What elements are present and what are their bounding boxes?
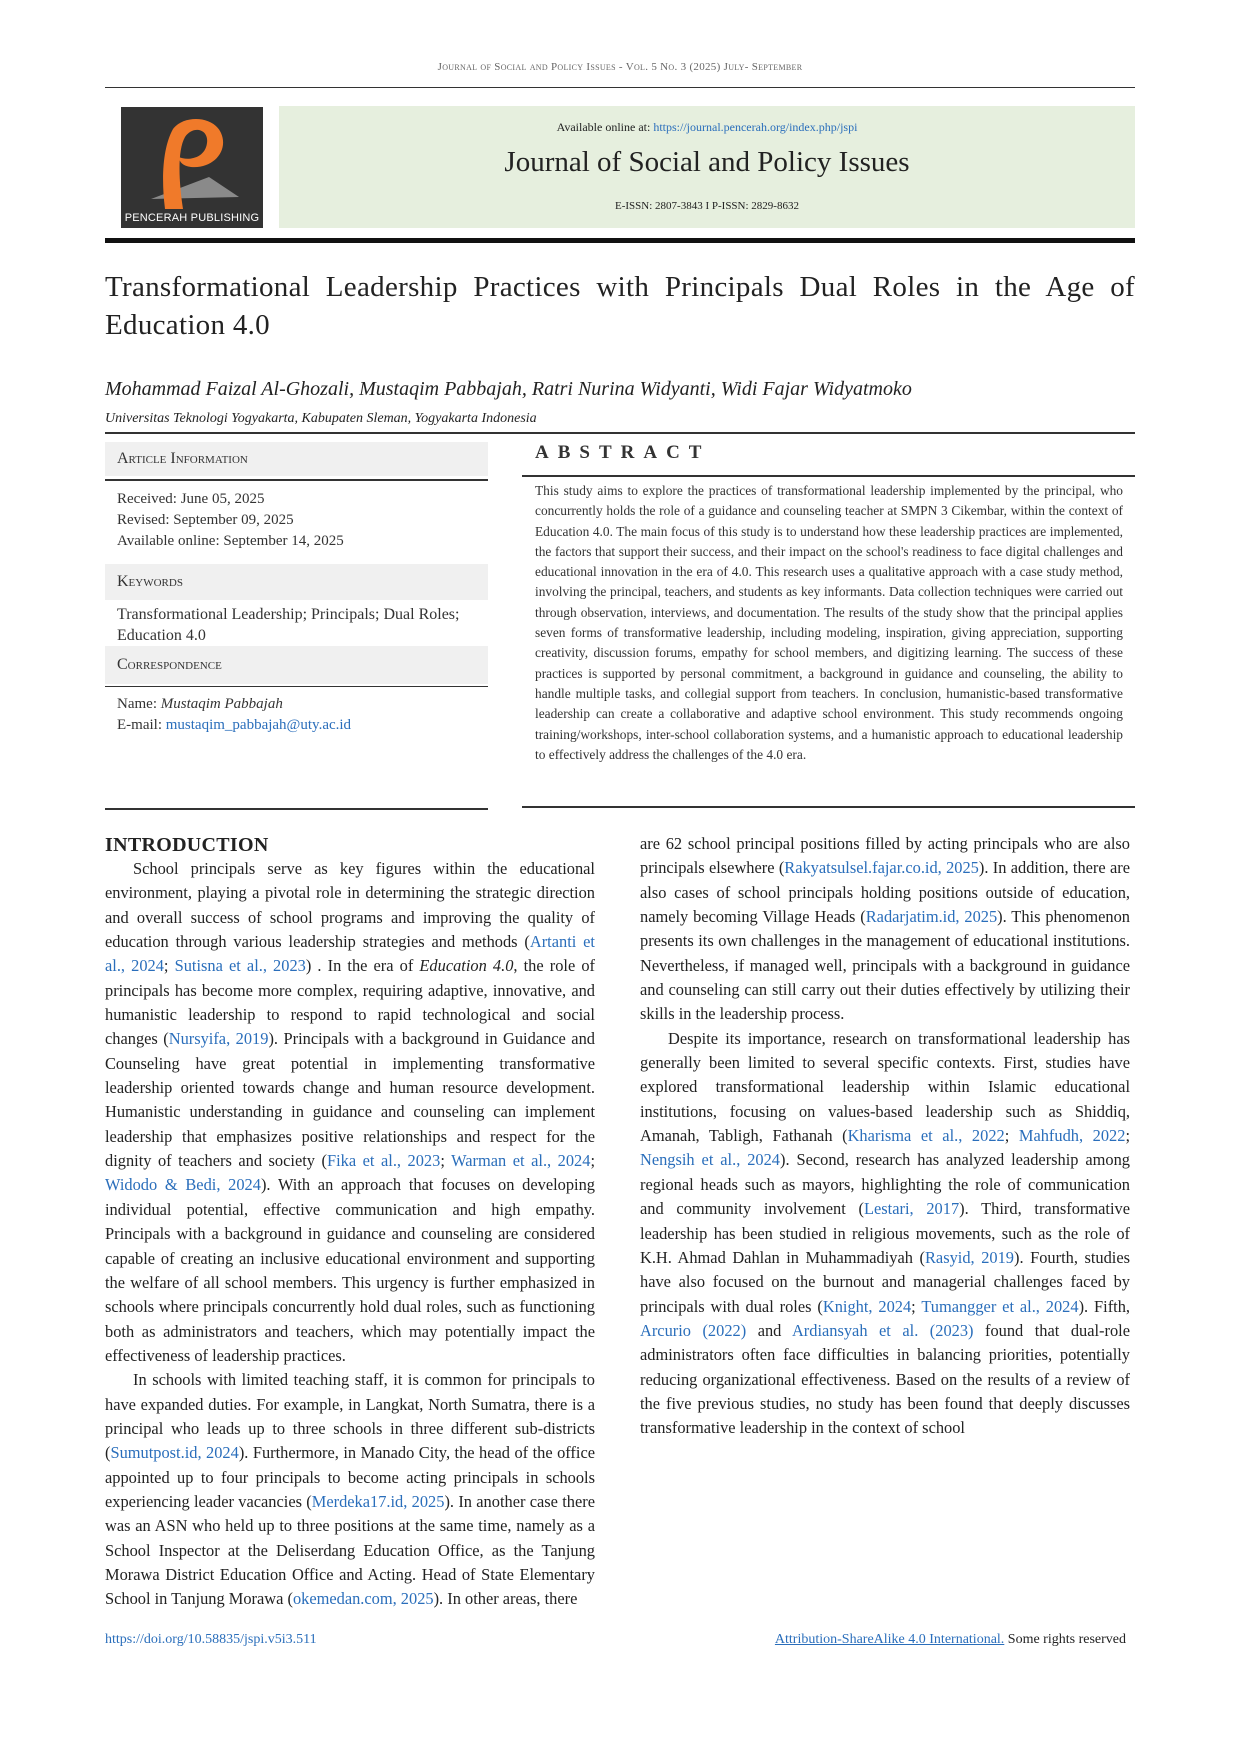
intro-paragraph-1: School principals serve as key figures within the educational environment, playing a pivotal role in determining the strategic direction and overall success of school programs and improving the quality of education through various leadership strategies and methods (Artanti et al., 2024; Sutisna et al., 2023) . In the era of Education 4.0, the role of principals has become more complex, requiring adaptive, innovative, and humanistic leadership to respond to rapid technological and social changes (Nursyifa, 2019). Principals with a background in Guidance and Counseling have great potential in implementing transformative leadership oriented towards change and human resource development. Humanistic understanding in guidance and counseling can implement leadership that emphasizes positive relationships and respect for the dignity of teachers and society (Fika et al., 2023; Warman et al., 2024; Widodo & Bedi, 2024). With an approach that focuses on developing individual potential, effective communication and high empathy. Principals with a background in guidance and counseling are considered capable of creating an inclusive educational environment and supporting the welfare of all school members. This urgency is further emphasized in schools where principals concurrently hold dual roles, such as functioning both as administrators and teachers, which may potentially impact the effectiveness of leadership practices. <box>105 859 596 1365</box>
header-rule <box>105 87 1135 88</box>
issn: E-ISSN: 2807-3843 I P-ISSN: 2829-8632 <box>615 200 799 212</box>
citation-link[interactable]: Lestari, 2017 <box>864 1199 960 1219</box>
intro-paragraph-3: Despite its importance, research on transformational leadership has generally been limited to several specific contexts. First, studies have explored transformational leadership within Islamic educational institutions, focusing on values-based leadership such as Shiddiq, Amanah, Tabligh, Fathanah (Kharisma et al., 2022; Mahfudh, 2022; Nengsih et al., 2024). Second, research has analyzed leadership among regional heads such as mayors, highlighting the role of communication and community involvement (Lestari, 2017). Third, transformative leadership has been studied in religious movements, such as the role of K.H. Ahmad Dahlan in Muhammadiyah (Rasyid, 2019). Fourth, studies have also focused on the burnout and managerial challenges faced by principals with dual roles (Knight, 2024; Tumangger et al., 2024). Fifth, Arcurio (2022) and Ardiansyah et al. (2023) found that dual-role administrators often face difficulties in balancing priorities, potentially reducing organizational effectiveness. Based on the results of a review of the five previous studies, no study has been found that deeply discusses transformative leadership in the context of school <box>640 1028 1131 1438</box>
keywords-heading: Keywords <box>105 564 488 600</box>
introduction-heading: INTRODUCTION <box>105 834 269 856</box>
correspondence <box>117 694 477 736</box>
name-value: Mustaqim Pabbajah <box>160 696 283 712</box>
citation-link[interactable]: Nengsih et al., 2024 <box>640 1150 780 1170</box>
article-title: Transformational Leadership Practices with Principals Dual Roles in the Age of Education 4.0 <box>105 271 1135 341</box>
license-link[interactable]: Attribution-ShareAlike 4.0 International. <box>774 1632 1005 1647</box>
citation-link[interactable]: Ardiansyah et al. (2023) <box>791 1320 974 1340</box>
email-link[interactable]: mustaqim_pabbajah@uty.ac.id <box>165 717 352 733</box>
citation-link[interactable]: Tumangger et al., 2024 <box>921 1296 1079 1316</box>
correspondence-heading: Correspondence <box>105 646 488 684</box>
citation-link[interactable]: Nursyifa, 2019 <box>168 1029 269 1049</box>
affiliation: Universitas Teknologi Yogyakarta, Kabupaten Sleman, Yogyakarta Indonesia <box>105 411 537 426</box>
available-label: Available online at: <box>556 120 654 134</box>
article-info-bottom-rule <box>105 808 488 810</box>
license-footer <box>775 1632 1126 1648</box>
correspondence-rule <box>105 686 488 687</box>
citation-link[interactable]: Rakyatsulsel.fajar.co.id, 2025 <box>784 858 979 878</box>
citation-link[interactable]: Knight, 2024 <box>822 1296 912 1316</box>
citation-link[interactable]: Radarjatim.id, 2025 <box>865 907 998 927</box>
journal-title: Journal of Social and Policy Issues <box>504 146 910 178</box>
abstract-bottom-rule <box>522 806 1135 808</box>
email-label: E-mail: <box>117 717 166 733</box>
abstract-heading: ABSTRACT <box>535 442 711 463</box>
license-suffix: Some rights reserved <box>1004 1632 1126 1647</box>
citation-link[interactable]: Sumutpost.id, 2024 <box>110 1443 239 1463</box>
journal-url-link[interactable]: https://journal.pencerah.org/index.php/jspi <box>653 120 858 134</box>
body-column-left <box>105 857 595 1615</box>
citation-link[interactable]: Kharisma et al., 2022 <box>847 1126 1005 1146</box>
article-info-heading: Article Information <box>105 442 488 476</box>
authors: Mohammad Faizal Al-Ghozali, Mustaqim Pabbajah, Ratri Nurina Widyanti, Widi Fajar Widyatmoko <box>105 378 912 400</box>
citation-link[interactable]: Artanti et al., 2024 <box>105 932 595 976</box>
article-dates <box>117 489 477 552</box>
received-date: Received: June 05, 2025 <box>117 491 265 507</box>
corresponding-name <box>117 694 477 715</box>
intro-paragraph-2: In schools with limited teaching staff, it is common for principals to have expanded duties. For example, in Langkat, North Sumatra, there is a principal who leads up to three schools in three different sub-districts (Sumutpost.id, 2024). Furthermore, in Manado City, the head of the office appointed up to four principals to become acting principals in schools experiencing leader vacancies (Merdeka17.id, 2025). In another case there was an ASN who held up to three positions at the same time, namely as a School Inspector at the Deliserdang Education Office, as the Tanjung Morawa District Education Office and Acting. Head of State Elementary School in Tanjung Morawa (okemedan.com, 2025). In other areas, there <box>105 1370 596 1609</box>
article-info-rule <box>105 479 488 481</box>
logo-text: PENCERAH PUBLISHING <box>124 212 260 224</box>
available-date: Available online: September 14, 2025 <box>117 533 344 549</box>
citation-link[interactable]: Sutisna et al., 2023 <box>174 956 306 976</box>
abstract-rule <box>522 475 1135 477</box>
citation-link[interactable]: Mahfudh, 2022 <box>1018 1126 1126 1146</box>
doi-link[interactable]: https://doi.org/10.58835/jspi.v5i3.511 <box>105 1632 317 1647</box>
intro-paragraph-2: are 62 school principal positions filled by acting principals who are also principals elsewhere (Rakyatsulsel.fajar.co.id, 2025). In addition, there are also cases of school principals holding positions outside of education, namely becoming Village Heads (Radarjatim.id, 2025). This phenomenon presents its own challenges in the management of educational institutions. Nevertheless, if managed well, principals with a background in guidance and counseling can still carry out their duties effectively by utilizing their skills in the leadership process. <box>640 834 1130 1024</box>
affiliation-rule <box>105 432 1135 434</box>
revised-date: Revised: September 09, 2025 <box>117 512 294 528</box>
keywords: Transformational Leadership; Principals; Dual Roles; Education 4.0 <box>117 606 460 644</box>
available-online <box>279 120 1135 135</box>
corresponding-email <box>117 715 477 736</box>
body-column-right <box>640 832 1130 1617</box>
citation-link[interactable]: Warman et al., 2024 <box>451 1151 591 1171</box>
journal-masthead <box>279 106 1135 228</box>
citation-link[interactable]: Merdeka17.id, 2025 <box>311 1491 445 1511</box>
publisher-logo <box>121 107 263 228</box>
citation-link[interactable]: Rasyid, 2019 <box>925 1247 1014 1267</box>
name-label: Name: <box>117 696 161 712</box>
running-head: Journal of Social and Policy Issues - Vol. 5 No. 3 (2025) July- September <box>437 61 803 73</box>
citation-link[interactable]: okemedan.com, 2025 <box>292 1589 434 1609</box>
citation-link[interactable]: Widodo & Bedi, 2024 <box>105 1175 261 1195</box>
abstract-text: This study aims to explore the practices of transformational leadership implemented by the principal, who concurrently holds the role of a guidance and counseling teacher at SMPN 3 Cikembar, within the context of Education 4.0. The main focus of this study is to understand how these leadership practices are implemented, the factors that support their success, and their impact on the school's readiness to face digital challenges and educational innovation in the era of 4.0. This research uses a qualitative approach with a case study method, involving the principal, teachers, and students as key informants. Data collection techniques were carried out through observation, interviews, and documentation. The results of the study show that the principal applies seven forms of transformative leadership, including modeling, inspiration, giving appreciation, supporting creativity, discussion forums, empathy for school members, and digitizing learning. The success of these practices is supported by personal commitment, a background in guidance and counseling, the ability to handle multiple tasks, and collegial support from teachers. In conclusion, humanistic-based transformative leadership can create a collaborative and adaptive school environment. This study recommends ongoing training/workshops, inter-school collaboration systems, and a humanistic approach to educational leadership to effectively address the challenges of the 4.0 era. <box>535 483 1123 762</box>
citation-link[interactable]: Fika et al., 2023 <box>326 1151 441 1171</box>
masthead-rule <box>105 238 1135 243</box>
citation-link[interactable]: Arcurio (2022) <box>640 1320 747 1340</box>
